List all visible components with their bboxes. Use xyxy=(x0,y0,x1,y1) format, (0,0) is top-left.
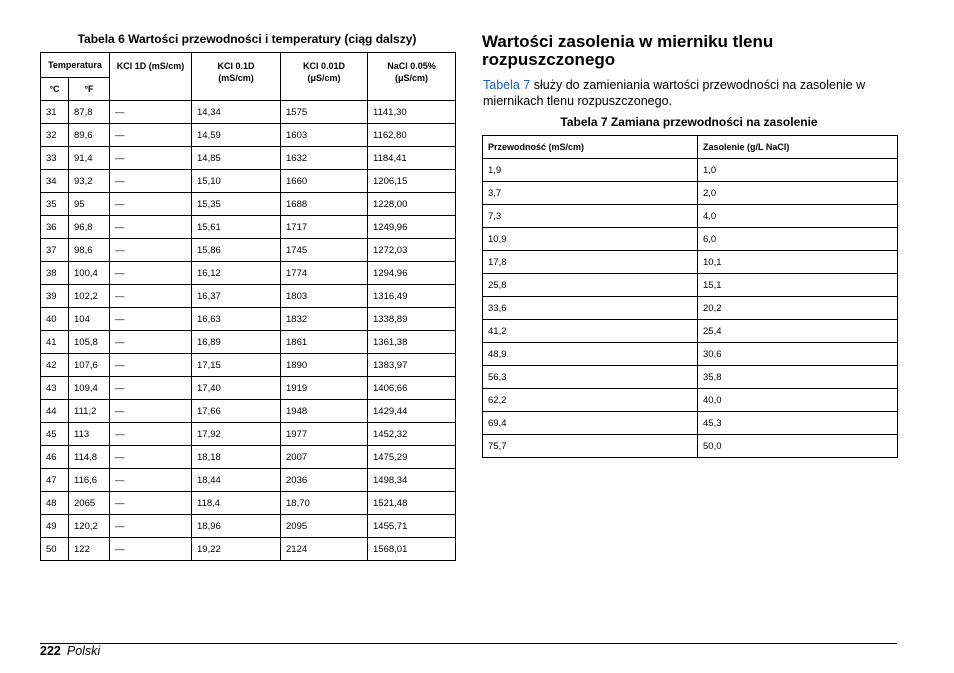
table-cell: 1228,00 xyxy=(368,193,456,216)
table-cell: 100,4 xyxy=(69,262,110,285)
table-cell: 14,59 xyxy=(192,124,281,147)
header-zasolenie: Zasolenie (g/L NaCl) xyxy=(698,136,898,159)
table-cell: 1455,71 xyxy=(368,515,456,538)
table-cell: — xyxy=(110,147,192,170)
table-cell: 62,2 xyxy=(483,389,698,412)
table-cell: 69,4 xyxy=(483,412,698,435)
table-cell: 10,9 xyxy=(483,228,698,251)
table-cell: 37 xyxy=(41,239,69,262)
table-row xyxy=(41,400,456,423)
table-cell: — xyxy=(110,400,192,423)
table-cell: 50 xyxy=(41,538,69,561)
table-cell: 31 xyxy=(41,101,69,124)
table-cell: 15,1 xyxy=(698,274,898,297)
table-cell: 6,0 xyxy=(698,228,898,251)
table-cell: 105,8 xyxy=(69,331,110,354)
header-nacl-line2: (μS/cm) xyxy=(395,73,429,83)
table-cell: 30,6 xyxy=(698,343,898,366)
header-kcl-01d-line2: (mS/cm) xyxy=(218,73,254,83)
table-cell: 48,9 xyxy=(483,343,698,366)
table-row xyxy=(41,170,456,193)
table-cell: — xyxy=(110,423,192,446)
table-cell: 98,6 xyxy=(69,239,110,262)
table-cell: 44 xyxy=(41,400,69,423)
table-cell: 41 xyxy=(41,331,69,354)
table-row xyxy=(41,101,456,124)
table-cell: 35,8 xyxy=(698,366,898,389)
table-cell: 1,9 xyxy=(483,159,698,182)
table-cell: 35 xyxy=(41,193,69,216)
table-6-body xyxy=(41,101,456,561)
table-row xyxy=(483,159,898,182)
table-cell: 1361,38 xyxy=(368,331,456,354)
table-cell: 1383,97 xyxy=(368,354,456,377)
table-cell: 38 xyxy=(41,262,69,285)
table-7-link[interactable]: Tabela 7 xyxy=(483,78,531,92)
table-cell: — xyxy=(110,492,192,515)
table-cell: 18,44 xyxy=(192,469,281,492)
table-cell: 93,2 xyxy=(69,170,110,193)
table-cell: 17,15 xyxy=(192,354,281,377)
table-cell: 1717 xyxy=(281,216,368,239)
table-cell: 16,12 xyxy=(192,262,281,285)
table-row xyxy=(41,515,456,538)
table-cell: 43 xyxy=(41,377,69,400)
table-cell: 2,0 xyxy=(698,182,898,205)
table-cell: 87,8 xyxy=(69,101,110,124)
table-7-caption: Tabela 7 Zamiana przewodności na zasolenie xyxy=(560,115,818,129)
table-cell: 17,8 xyxy=(483,251,698,274)
table-cell: 7,3 xyxy=(483,205,698,228)
table-cell: 45,3 xyxy=(698,412,898,435)
table-cell: — xyxy=(110,538,192,561)
table-row xyxy=(41,446,456,469)
table-cell: — xyxy=(110,216,192,239)
table-cell: 33,6 xyxy=(483,297,698,320)
table-cell: — xyxy=(110,101,192,124)
table-cell: 120,2 xyxy=(69,515,110,538)
header-kcl-001d-line1: KCl 0.01D xyxy=(303,61,346,71)
table-row xyxy=(41,239,456,262)
table-cell: 46 xyxy=(41,446,69,469)
table-cell: 25,4 xyxy=(698,320,898,343)
table-row xyxy=(41,147,456,170)
table-row xyxy=(41,193,456,216)
intro-paragraph xyxy=(483,77,903,109)
table-cell: — xyxy=(110,262,192,285)
table-cell: 89,6 xyxy=(69,124,110,147)
table-cell: 1603 xyxy=(281,124,368,147)
table-row xyxy=(41,423,456,446)
table-row xyxy=(41,216,456,239)
table-cell: 1141,30 xyxy=(368,101,456,124)
footer-rule xyxy=(40,643,897,644)
table-row xyxy=(483,297,898,320)
table-row xyxy=(41,285,456,308)
table-cell: 1774 xyxy=(281,262,368,285)
intro-text: służy do zamieniania wartości przewodności na zasolenie w miernikach tlenu rozpuszczonego. xyxy=(483,78,866,108)
conductivity-temperature-table xyxy=(40,52,456,561)
table-row xyxy=(483,182,898,205)
header-kcl-001d-line2: (μS/cm) xyxy=(307,73,341,83)
table-cell: 14,85 xyxy=(192,147,281,170)
table-cell: 50,0 xyxy=(698,435,898,458)
header-temperatura: Temperatura xyxy=(41,53,110,78)
table-cell: 96,8 xyxy=(69,216,110,239)
table-cell: — xyxy=(110,469,192,492)
table-cell: 16,63 xyxy=(192,308,281,331)
table-row xyxy=(483,320,898,343)
table-cell: 118,4 xyxy=(192,492,281,515)
table-cell: 2124 xyxy=(281,538,368,561)
table-cell: 18,96 xyxy=(192,515,281,538)
table-cell: 32 xyxy=(41,124,69,147)
table-cell: 116,6 xyxy=(69,469,110,492)
table-cell: 15,10 xyxy=(192,170,281,193)
header-przewodnosc: Przewodność (mS/cm) xyxy=(483,136,698,159)
table-cell: 1948 xyxy=(281,400,368,423)
table-row xyxy=(483,228,898,251)
table-cell: 45 xyxy=(41,423,69,446)
table-cell: 1452,32 xyxy=(368,423,456,446)
table-cell: 39 xyxy=(41,285,69,308)
table-cell: 1475,29 xyxy=(368,446,456,469)
table-cell: — xyxy=(110,446,192,469)
header-celsius: °C xyxy=(41,77,69,101)
header-nacl xyxy=(368,53,456,101)
table-cell: — xyxy=(110,193,192,216)
table-cell: 1919 xyxy=(281,377,368,400)
table-cell: — xyxy=(110,354,192,377)
table-cell: — xyxy=(110,308,192,331)
table-cell: — xyxy=(110,331,192,354)
table-cell: 4,0 xyxy=(698,205,898,228)
table-cell: 34 xyxy=(41,170,69,193)
table-cell: 1890 xyxy=(281,354,368,377)
table-cell: 1249,96 xyxy=(368,216,456,239)
table-cell: 107,6 xyxy=(69,354,110,377)
section-title: Wartości zasolenia w mierniku tlenu rozpuszczonego xyxy=(482,32,774,69)
table-row xyxy=(41,377,456,400)
table-cell: 41,2 xyxy=(483,320,698,343)
table-cell: 1406,66 xyxy=(368,377,456,400)
table-cell: 1977 xyxy=(281,423,368,446)
table-cell: 1575 xyxy=(281,101,368,124)
table-cell: 1294,96 xyxy=(368,262,456,285)
table-cell: 16,37 xyxy=(192,285,281,308)
header-kcl-01d xyxy=(192,53,281,101)
table-cell: 15,35 xyxy=(192,193,281,216)
table-row xyxy=(483,251,898,274)
table-cell: 1803 xyxy=(281,285,368,308)
table-row xyxy=(483,389,898,412)
table-cell: 3,7 xyxy=(483,182,698,205)
table-row xyxy=(41,469,456,492)
table-cell: 2036 xyxy=(281,469,368,492)
table-6-caption: Tabela 6 Wartości przewodności i temperatury (ciąg dalszy) xyxy=(77,32,417,46)
table-cell: — xyxy=(110,515,192,538)
table-cell: 1745 xyxy=(281,239,368,262)
table-cell: 1632 xyxy=(281,147,368,170)
header-kcl-1d: KCl 1D (mS/cm) xyxy=(110,53,192,101)
table-cell: 114,8 xyxy=(69,446,110,469)
table-cell: 2095 xyxy=(281,515,368,538)
table-cell: 95 xyxy=(69,193,110,216)
table-cell: 17,92 xyxy=(192,423,281,446)
table-cell: 16,89 xyxy=(192,331,281,354)
table-cell: 15,86 xyxy=(192,239,281,262)
header-kcl-01d-line1: KCl 0.1D xyxy=(217,61,255,71)
header-kcl-001d xyxy=(281,53,368,101)
table-cell: 1429,44 xyxy=(368,400,456,423)
table-cell: 15,61 xyxy=(192,216,281,239)
table-cell: 1832 xyxy=(281,308,368,331)
table-cell: 17,66 xyxy=(192,400,281,423)
table-cell: 113 xyxy=(69,423,110,446)
table-row xyxy=(483,435,898,458)
table-cell: 102,2 xyxy=(69,285,110,308)
table-cell: 1184,41 xyxy=(368,147,456,170)
table-7-body xyxy=(483,159,898,458)
table-row xyxy=(483,343,898,366)
table-cell: 40,0 xyxy=(698,389,898,412)
table-row xyxy=(41,354,456,377)
table-cell: 1568,01 xyxy=(368,538,456,561)
table-cell: 109,4 xyxy=(69,377,110,400)
salinity-conversion-table xyxy=(482,135,898,458)
table-cell: 1861 xyxy=(281,331,368,354)
table-row xyxy=(41,492,456,515)
table-cell: 1316,49 xyxy=(368,285,456,308)
page-footer xyxy=(40,644,100,658)
table-cell: 33 xyxy=(41,147,69,170)
table-row xyxy=(41,262,456,285)
table-cell: 1272,03 xyxy=(368,239,456,262)
table-row xyxy=(483,366,898,389)
table-row xyxy=(483,412,898,435)
table-cell: 1,0 xyxy=(698,159,898,182)
table-cell: 1162,80 xyxy=(368,124,456,147)
table-cell: 1206,15 xyxy=(368,170,456,193)
table-row xyxy=(41,308,456,331)
table-cell: — xyxy=(110,239,192,262)
table-cell: — xyxy=(110,377,192,400)
table-cell: 20,2 xyxy=(698,297,898,320)
header-nacl-line1: NaCl 0.05% xyxy=(387,61,436,71)
table-cell: 122 xyxy=(69,538,110,561)
page-number: 222 xyxy=(40,644,61,658)
table-row xyxy=(41,124,456,147)
table-cell: 10,1 xyxy=(698,251,898,274)
table-row xyxy=(41,538,456,561)
table-cell: 17,40 xyxy=(192,377,281,400)
table-cell: 14,34 xyxy=(192,101,281,124)
table-cell: 104 xyxy=(69,308,110,331)
table-cell: — xyxy=(110,285,192,308)
table-row xyxy=(41,331,456,354)
table-cell: 2007 xyxy=(281,446,368,469)
table-cell: 2065 xyxy=(69,492,110,515)
table-cell: 42 xyxy=(41,354,69,377)
table-cell: 1521,48 xyxy=(368,492,456,515)
header-fahrenheit: °F xyxy=(69,77,110,101)
table-cell: 75,7 xyxy=(483,435,698,458)
table-cell: 18,70 xyxy=(281,492,368,515)
table-cell: 19,22 xyxy=(192,538,281,561)
page-language: Polski xyxy=(66,644,101,658)
table-cell: 49 xyxy=(41,515,69,538)
table-cell: 25,8 xyxy=(483,274,698,297)
table-cell: 36 xyxy=(41,216,69,239)
table-cell: 48 xyxy=(41,492,69,515)
table-cell: 56,3 xyxy=(483,366,698,389)
table-row xyxy=(483,274,898,297)
table-cell: 91,4 xyxy=(69,147,110,170)
table-cell: 40 xyxy=(41,308,69,331)
table-cell: 18,18 xyxy=(192,446,281,469)
table-cell: 111,2 xyxy=(69,400,110,423)
table-cell: 1660 xyxy=(281,170,368,193)
table-cell: 1498,34 xyxy=(368,469,456,492)
table-row xyxy=(483,205,898,228)
table-cell: 47 xyxy=(41,469,69,492)
table-cell: — xyxy=(110,124,192,147)
table-cell: — xyxy=(110,170,192,193)
table-cell: 1688 xyxy=(281,193,368,216)
table-cell: 1338,89 xyxy=(368,308,456,331)
